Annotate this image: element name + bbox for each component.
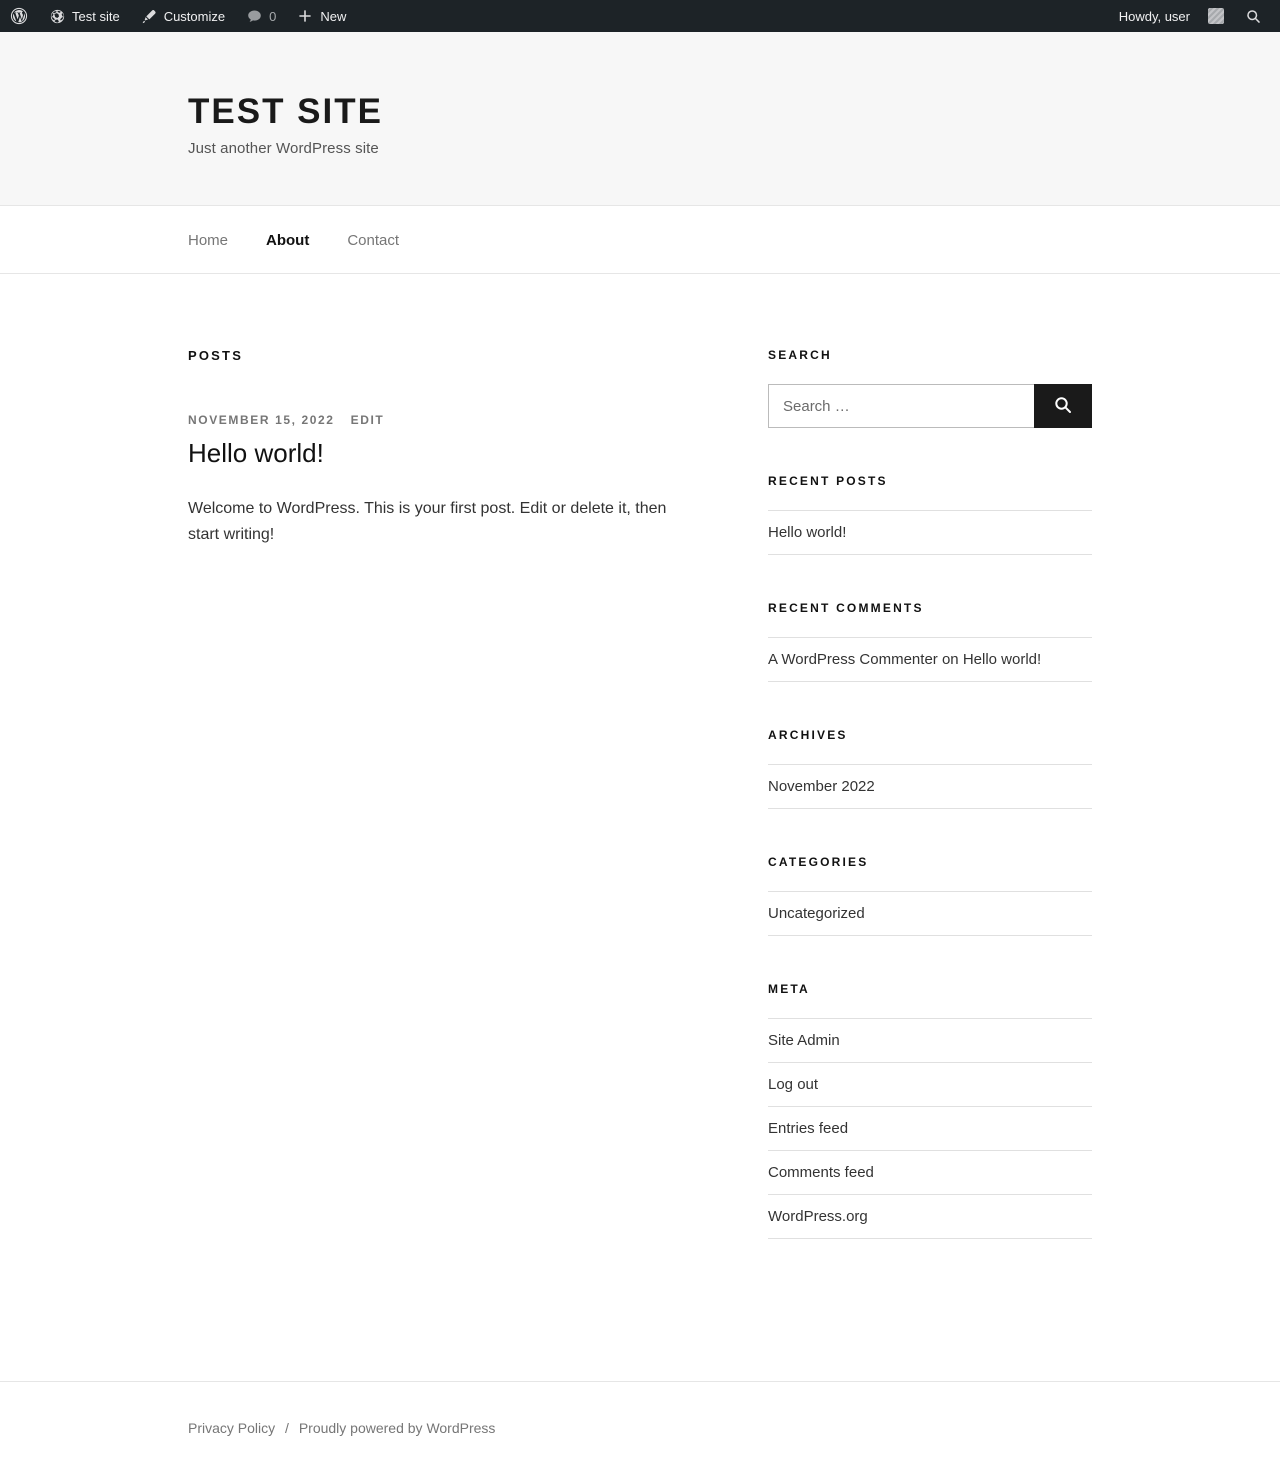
site-header-inner (0, 92, 1280, 157)
meta-link-wordpress-org[interactable]: WordPress.org (768, 1208, 868, 1225)
archives-list (768, 764, 1092, 809)
meta-link-entries-feed[interactable]: Entries feed (768, 1120, 849, 1137)
comments-count: 0 (269, 8, 277, 24)
meta-link-site-admin[interactable]: Site Admin (768, 1032, 840, 1049)
customize-label: Customize (163, 8, 226, 24)
widget-title-recent-posts: RECENT POSTS (768, 474, 888, 488)
nav-link-contact[interactable]: Contact (347, 231, 400, 249)
widget-title-categories: CATEGORIES (768, 855, 869, 869)
widget-meta (768, 982, 1092, 1239)
recent-post-link[interactable]: Hello world! (768, 524, 847, 541)
admin-bar-right (1109, 0, 1272, 32)
widget-recent-posts (768, 474, 1092, 555)
comment-post-link[interactable]: Hello world! (962, 651, 1042, 668)
sidebar (768, 348, 1092, 1285)
avatar (1208, 8, 1224, 24)
footer-separator: / (285, 1420, 289, 1436)
list-item[interactable] (768, 510, 1092, 555)
post-date-link[interactable]: NOVEMBER 15, 2022 (188, 413, 335, 427)
list-item[interactable] (768, 1195, 1092, 1239)
comment-on-label: on (941, 651, 959, 668)
site-description: Just another WordPress site (188, 140, 379, 157)
wordpress-logo-menu[interactable] (0, 0, 38, 32)
wordpress-logo-icon (10, 7, 28, 25)
plus-icon (296, 7, 314, 25)
archive-link[interactable]: November 2022 (768, 778, 875, 795)
list-item[interactable] (768, 1151, 1092, 1195)
list-item[interactable] (768, 764, 1092, 809)
post-title-link[interactable]: Hello world! (188, 438, 324, 468)
recent-posts-list (768, 510, 1092, 555)
site-footer (0, 1381, 1280, 1476)
meta-link-log-out[interactable]: Log out (768, 1076, 819, 1093)
widget-title-archives: ARCHIVES (768, 728, 848, 742)
paintbrush-icon (140, 7, 158, 25)
site-title[interactable]: TEST SITE (188, 92, 383, 131)
widget-categories (768, 855, 1092, 936)
content-area (0, 274, 1280, 1285)
list-item[interactable] (768, 1107, 1092, 1151)
list-item[interactable] (768, 637, 1092, 682)
nav-item-home[interactable] (188, 232, 228, 249)
meta-link-comments-feed[interactable]: Comments feed (768, 1164, 874, 1181)
nav-item-contact[interactable] (347, 232, 399, 249)
admin-bar-left (0, 0, 356, 32)
nav-link-about[interactable]: About (266, 231, 310, 249)
widget-title-meta: META (768, 982, 810, 996)
new-label: New (320, 8, 347, 24)
search-form (768, 384, 1092, 428)
site-home-icon (48, 7, 66, 25)
site-name-label: Test site (72, 8, 120, 24)
widget-recent-comments (768, 601, 1092, 682)
nav-link-home[interactable]: Home (188, 231, 229, 249)
widget-archives (768, 728, 1092, 809)
widget-title-search: SEARCH (768, 348, 832, 362)
list-item[interactable] (768, 1063, 1092, 1107)
search-input[interactable] (768, 384, 1034, 428)
widget-title-recent-comments: RECENT COMMENTS (768, 601, 924, 615)
search-submit-button[interactable] (1034, 384, 1092, 428)
page-title: POSTS (188, 348, 244, 363)
comment-author-link[interactable]: A WordPress Commenter (768, 651, 938, 668)
main-navigation (0, 206, 1280, 274)
meta-list (768, 1018, 1092, 1239)
customize-button[interactable] (130, 0, 235, 32)
post-meta (188, 413, 718, 427)
category-link[interactable]: Uncategorized (768, 905, 865, 922)
recent-comments-list (768, 637, 1092, 682)
privacy-policy-link[interactable]: Privacy Policy (188, 1420, 276, 1436)
post-edit-link[interactable]: EDIT (350, 413, 385, 427)
post-title[interactable] (188, 437, 718, 470)
comment-bubble-icon (245, 7, 263, 25)
list-item[interactable] (768, 891, 1092, 936)
admin-search-button[interactable] (1234, 0, 1272, 32)
widget-search (768, 348, 1092, 428)
howdy-label: Howdy, user (1118, 8, 1190, 24)
categories-list (768, 891, 1092, 936)
list-item[interactable] (768, 1018, 1092, 1063)
search-icon (1053, 395, 1073, 418)
post-excerpt: Welcome to WordPress. This is your first post. Edit or delete it, then start writing! (188, 499, 667, 543)
comments-button[interactable] (235, 0, 286, 32)
primary-content (188, 348, 718, 548)
new-content-button[interactable] (286, 0, 356, 32)
nav-list (0, 206, 1280, 274)
site-name-menu[interactable] (38, 0, 130, 32)
search-icon (1244, 7, 1262, 25)
powered-by-link[interactable]: Proudly powered by WordPress (298, 1420, 496, 1436)
admin-bar (0, 0, 1280, 32)
nav-item-about[interactable] (266, 232, 309, 249)
site-header (0, 32, 1280, 206)
post-article (188, 413, 718, 548)
account-menu[interactable] (1109, 0, 1234, 32)
